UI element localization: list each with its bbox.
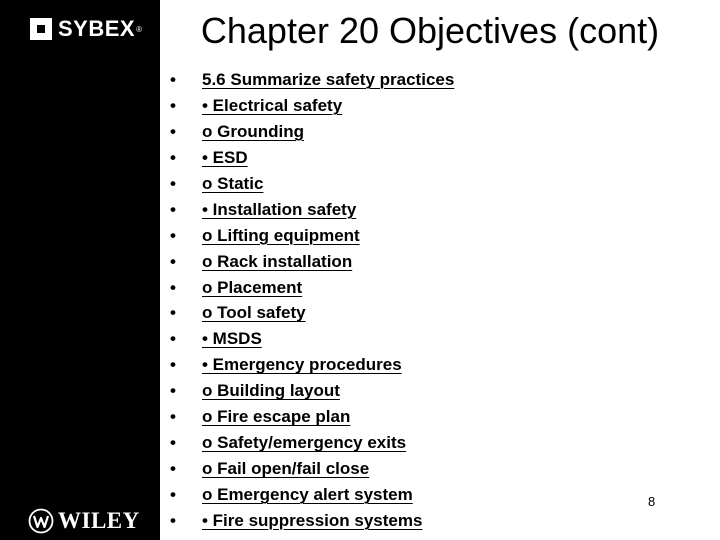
bullet-icon: • bbox=[170, 407, 176, 427]
list-item-text: o Rack installation bbox=[202, 251, 353, 271]
list-item-text: • Fire suppression systems bbox=[202, 510, 423, 530]
bullet-icon: • bbox=[170, 381, 176, 401]
bullet-icon: • bbox=[170, 303, 176, 323]
sybex-logo-text: SYBEX bbox=[58, 16, 136, 41]
list-item-text: o Fail open/fail close bbox=[202, 459, 370, 479]
page-number: 8 bbox=[648, 494, 656, 509]
sybex-logo bbox=[26, 14, 142, 44]
bullet-icon: • bbox=[170, 485, 176, 504]
bullet-icon: • bbox=[170, 121, 176, 141]
bullet-icon: • bbox=[170, 329, 176, 349]
sybex-trademark: ® bbox=[136, 24, 142, 34]
list-item-text: o Placement bbox=[202, 277, 303, 297]
list-item-text: o Fire escape plan bbox=[202, 407, 351, 427]
list-item-text: o Safety/emergency exits bbox=[202, 433, 407, 453]
list-item-text: o Tool safety bbox=[202, 303, 306, 323]
sidebar bbox=[0, 0, 160, 540]
bullet-icon: • bbox=[170, 355, 176, 375]
list-item-text: • ESD bbox=[202, 147, 248, 167]
bullet-icon: • bbox=[170, 277, 176, 297]
bullet-icon: • bbox=[170, 433, 176, 453]
list-item-text: • Installation safety bbox=[202, 199, 357, 219]
list-item-text: o Emergency alert system bbox=[202, 485, 413, 504]
bullet-icon: • bbox=[170, 225, 176, 245]
bullet-icon: • bbox=[170, 510, 176, 530]
bullet-icon: • bbox=[170, 199, 176, 219]
list-item-text: o Static bbox=[202, 173, 264, 193]
wiley-mark-icon bbox=[28, 508, 54, 534]
list-item-text: o Building layout bbox=[202, 381, 340, 401]
bullet-icon: • bbox=[170, 147, 176, 167]
wiley-logo-text: WILEY bbox=[58, 508, 140, 533]
list-item-text: o Grounding bbox=[202, 121, 304, 141]
sybex-mark-icon bbox=[26, 14, 56, 44]
list-item-text: o Lifting equipment bbox=[202, 225, 360, 245]
list-item-text: • Emergency procedures bbox=[202, 355, 402, 375]
wiley-logo bbox=[28, 508, 140, 534]
bullet-icon: • bbox=[170, 95, 176, 115]
bullet-icon: • bbox=[170, 459, 176, 479]
bullet-icon: • bbox=[170, 173, 176, 193]
list-item-text: • Electrical safety bbox=[202, 95, 343, 115]
list-item-text: • MSDS bbox=[202, 329, 262, 349]
list-item-text: 5.6 Summarize safety practices bbox=[202, 70, 455, 89]
bullet-icon: • bbox=[170, 70, 176, 89]
slide-title: Chapter 20 Objectives (cont) bbox=[200, 10, 660, 51]
bullet-icon: • bbox=[170, 251, 176, 271]
